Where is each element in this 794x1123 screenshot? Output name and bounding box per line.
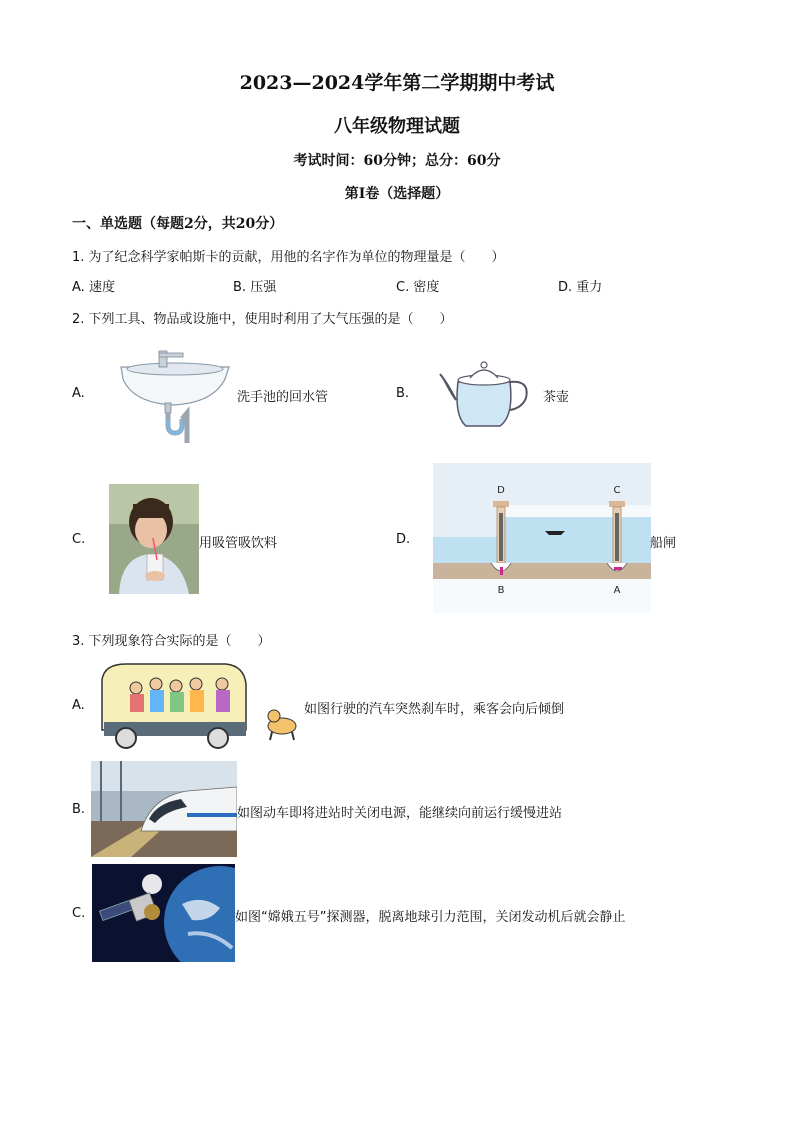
lock-label-b: B bbox=[497, 585, 505, 596]
bullet-train-image bbox=[91, 761, 237, 857]
volume-title: 第Ⅰ卷（选择题） bbox=[344, 186, 450, 202]
girl-straw-image bbox=[109, 484, 199, 594]
sink-image bbox=[113, 345, 233, 445]
ship-lock-image bbox=[433, 463, 651, 613]
space-probe-image bbox=[92, 864, 235, 962]
option-letter: C. bbox=[396, 280, 410, 295]
bus-cartoon-image bbox=[96, 660, 306, 750]
option-letter: D. bbox=[558, 280, 573, 295]
option-letter: B. bbox=[233, 280, 247, 295]
q3-option-a-text: 如图行驶的汽车突然刹车时，乘客会向后倾倒 bbox=[304, 702, 565, 717]
lock-label-a: A bbox=[613, 585, 621, 596]
q3-option-b-text: 如图动车即将进站时关闭电源，能继续向前运行缓慢进站 bbox=[237, 806, 563, 821]
q2-stem: 2. 下列工具、物品或设施中，使用时利用了大气压强的是（ ） bbox=[72, 312, 453, 327]
q1-option-c bbox=[396, 276, 439, 295]
exam-info: 考试时间：60分钟；总分：60分 bbox=[293, 153, 501, 169]
option-text: 重力 bbox=[576, 280, 603, 295]
q3-option-a-letter: A. bbox=[72, 698, 85, 713]
q1-option-b bbox=[233, 276, 276, 295]
q1-option-d bbox=[558, 276, 602, 295]
q2-option-b-text: 茶壶 bbox=[543, 390, 570, 405]
q2-option-d-text: 船闸 bbox=[650, 536, 677, 551]
option-letter: A. bbox=[72, 280, 85, 295]
subject-title: 八年级物理试题 bbox=[334, 116, 460, 137]
q2-option-a-text: 洗手池的回水管 bbox=[237, 390, 329, 405]
q3-option-c-text: 如图“嫦娥五号”探测器，脱离地球引力范围，关闭发动机后就会静止 bbox=[235, 910, 626, 925]
exam-title: 2023—2024学年第二学期期中考试 bbox=[239, 72, 555, 94]
q2-option-b-letter: B. bbox=[396, 386, 410, 401]
option-text: 密度 bbox=[413, 280, 440, 295]
q2-option-c-text: 用吸管吸饮料 bbox=[199, 536, 278, 551]
q2-option-c-letter: C. bbox=[72, 532, 86, 547]
q3-option-b-letter: B. bbox=[72, 802, 86, 817]
q2-option-d-letter: D. bbox=[396, 532, 411, 547]
q2-option-a-letter: A. bbox=[72, 386, 85, 401]
q1-stem: 1. 为了纪念科学家帕斯卡的贡献，用他的名字作为单位的物理量是（ ） bbox=[72, 250, 505, 265]
q3-option-c-letter: C. bbox=[72, 906, 86, 921]
option-text: 压强 bbox=[250, 280, 277, 295]
option-text: 速度 bbox=[88, 280, 115, 295]
q1-option-a bbox=[72, 276, 115, 295]
q3-stem: 3. 下列现象符合实际的是（ ） bbox=[72, 634, 271, 649]
lock-label-d: D bbox=[497, 485, 505, 496]
section-heading: 一、单选题（每题2分，共20分） bbox=[72, 216, 284, 232]
lock-label-c: C bbox=[613, 485, 621, 496]
teapot-image bbox=[438, 356, 533, 434]
